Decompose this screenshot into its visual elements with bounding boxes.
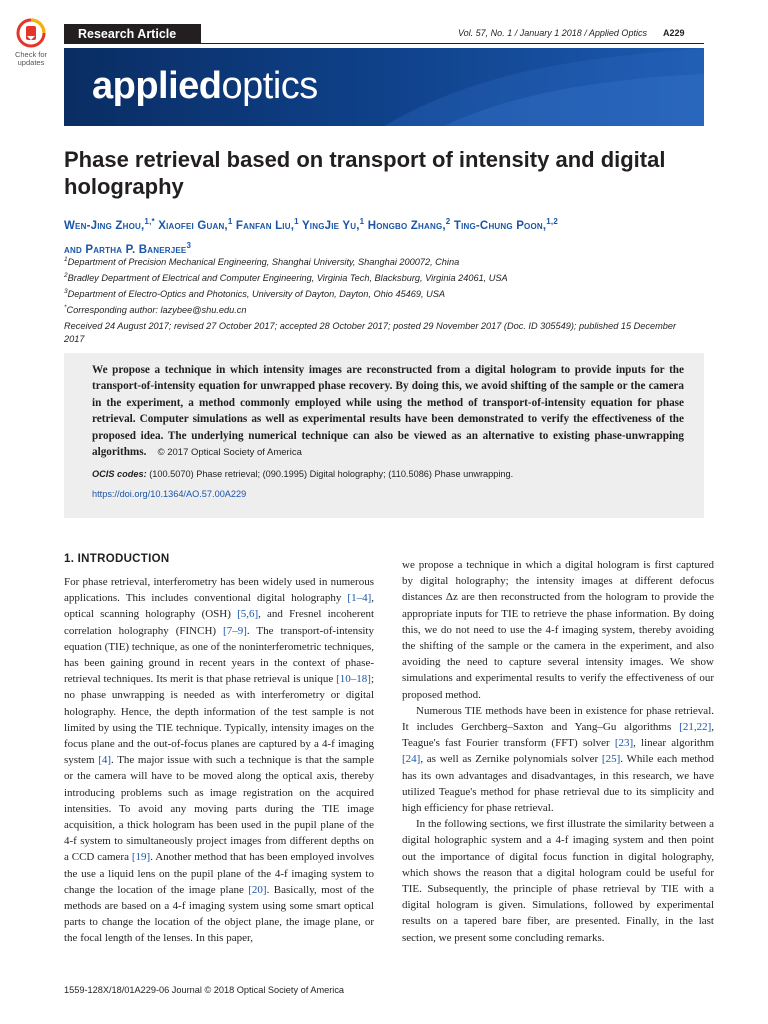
header-rule bbox=[201, 43, 704, 44]
body-text: we propose a technique in which a digital hologram is first captured by digital holography; the intensity images at different defocus distances Δz are then reconstructed from the hologram to provide the appropriate inputs for TIE to retrieve the phase information. By doing this, we do not need to use the 4-f imaging system, thereby avoiding the shifting of the sample or the camera in the experiment, and also avoiding the need to capture several intensity images. We show simulations and experimental results to verify the effectiveness of our proposed method. bbox=[402, 559, 714, 701]
volume-info: Vol. 57, No. 1 / January 1 2018 / Applied Optics bbox=[458, 28, 647, 38]
body-column-left bbox=[64, 574, 374, 947]
section-heading: 1. INTRODUCTION bbox=[64, 553, 170, 565]
citation-link[interactable]: [1–4] bbox=[347, 592, 372, 605]
body-text: , optical scanning holography (OSH) bbox=[64, 592, 374, 621]
affiliation: $^1$Department of Precision Mechanical Engineering, Shanghai University, Shanghai 200072, China bbox=[64, 256, 460, 268]
body-text: . Basically, most of the methods are based on a 4-f imaging system using some smart optical parts to change the location of the object plane, the image plane, or the focal length of the lenses. In this paper, bbox=[64, 883, 374, 945]
citation-link[interactable]: [24] bbox=[402, 753, 421, 766]
article-type-label: Research Article bbox=[64, 24, 201, 44]
abstract-text: We propose a technique in which intensity images are reconstructed from a digital hologram to provide inputs for the transport-of-intensity equation for unwrapped phase recovery. By doing this, we avoid shifting of the sample or the camera in the experiment, a method commonly employed while using the method of transport-of-intensity equation for phase retrieval. Computer simulations as well as experimental results have been demonstrated to verify the effectiveness of the proposed idea. The underlying numerical technique can also be viewed as an alternative to existing phase-unwrapping algorithms. bbox=[92, 364, 684, 459]
page-number: A229 bbox=[662, 28, 685, 38]
body-column-right bbox=[402, 557, 714, 946]
body-text: , and Fresnel incoherent correlation holography (FINCH) bbox=[64, 608, 375, 637]
received-dates: Received 24 August 2017; revised 27 October 2017; accepted 28 October 2017; posted 29 November 2017 (Doc. ID 305549); published 15 December 2017 bbox=[64, 321, 677, 344]
citation-link[interactable]: [23] bbox=[614, 737, 634, 750]
journal-logo: appliedoptics bbox=[92, 65, 318, 107]
body-text: Numerous TIE methods have been in existence for phase retrieval. It includes Gerchberg–Saxton and Yang–Gu algorithms bbox=[402, 704, 714, 734]
author[interactable]: and Partha P. Banerjee$^3$ bbox=[64, 240, 192, 256]
citation-link[interactable]: [7–9] bbox=[223, 624, 247, 637]
body-text: . Another method that has been employed involves the use a liquid lens on the pupil plane of the 4-f imaging system to change the location of the image plane bbox=[64, 851, 375, 896]
citation-link[interactable]: [5,6] bbox=[237, 608, 259, 621]
ocis-text: (100.5070) Phase retrieval; (090.1995) Digital holography; (110.5086) Phase unwrapping. bbox=[149, 469, 514, 479]
paragraph bbox=[402, 557, 714, 703]
copyright: © 2017 Optical Society of America bbox=[157, 447, 302, 459]
author[interactable]: Wen-Jing Zhou,$^{1,*}$ bbox=[64, 217, 155, 232]
citation-link[interactable]: [21,22] bbox=[679, 721, 712, 734]
citation-link[interactable]: [19] bbox=[131, 851, 151, 864]
citation-link[interactable]: [20] bbox=[248, 883, 267, 896]
body-text: ; no phase unwrapping is needed as with interferometry or digital holography. Hence, the depth information of the test sample is not limited by using the TIE technique. Typically, intensity images on the focus plane and the out-of-focus planes are captured by a 4-f imaging system bbox=[64, 673, 374, 767]
badge-label: Check for updates bbox=[14, 50, 48, 67]
citation-link[interactable]: [10–18] bbox=[336, 673, 371, 686]
body-text: . The transport-of-intensity equation (TIE) technique, as one of the noninterferometric techniques, has been gaining ground in recent years in the context of phase-retrieval techniques. Its merit is that phase retrieval is unique bbox=[64, 624, 374, 686]
doi-link[interactable]: https://doi.org/10.1364/AO.57.00A229 bbox=[92, 489, 247, 499]
body-text: , linear algorithm bbox=[633, 737, 714, 750]
body-text: In the following sections, we first illustrate the similarity between a digital holographic system and a 4-f imaging system and then point out the importance of digital focus function in digital holography, which shows the reason that a digital hologram could be useful for TIE. Subsequently, the principle of phase retrieval by TIE with a digital hologram is given. Simulations, followed by experimental results on a tapered bare fiber, are presented. Finally, in the last section, we present some concluding remarks. bbox=[402, 818, 714, 944]
journal-banner bbox=[64, 48, 704, 126]
body-text: . The major issue with such a technique is that the sample or the camera will have to be moved along the optical axis, thereby introducing problems such as image registration on the acquired intensities. To avoid any moving parts during the TIE image acquisition, a thick hologram has been used in the pupil plane of the 4-f system to simultaneously project images from different depths on a CCD camera bbox=[64, 754, 374, 864]
author[interactable]: Fanfan Liu,$^1$ bbox=[235, 217, 299, 232]
body-text: . While each method has its own advantages and disadvantages, in this research, we have utilized Teague's method for phase retrieval due to its simplicity and high efficiency for phase retrieval. bbox=[402, 753, 714, 815]
author[interactable]: YingJie Yu,$^1$ bbox=[301, 217, 365, 232]
check-for-updates-icon bbox=[16, 18, 46, 50]
body-text: , Teague's fast Fourier transform (FFT) solver bbox=[402, 721, 714, 750]
footer-copyright: 1559-128X/18/01A229-06 Journal © 2018 Optical Society of America bbox=[64, 985, 345, 995]
paragraph bbox=[402, 703, 714, 816]
journal-info bbox=[458, 28, 684, 38]
affiliation: $^3$Department of Electro-Optics and Photonics, University of Dayton, Dayton, Ohio 45469, USA bbox=[64, 288, 446, 300]
abstract bbox=[92, 362, 684, 461]
author[interactable]: Hongbo Zhang,$^2$ bbox=[367, 217, 451, 232]
ocis-label: OCIS codes: bbox=[92, 469, 147, 479]
affiliation: $^2$Bradley Department of Electrical and Computer Engineering, Virginia Tech, Blacksburg, Virginia 24061, USA bbox=[64, 272, 508, 284]
citation-link[interactable]: [4] bbox=[98, 754, 112, 767]
author[interactable]: Xiaofei Guan,$^1$ bbox=[158, 217, 233, 232]
citation-link[interactable]: [25] bbox=[601, 753, 621, 766]
check-for-updates-badge[interactable] bbox=[8, 18, 54, 70]
author[interactable]: Ting-Chung Poon,$^{1,2}$ bbox=[453, 217, 559, 232]
body-text: , as well as Zernike polynomials solver bbox=[420, 753, 602, 766]
article-title: Phase retrieval based on transport of intensity and digital holography bbox=[64, 147, 666, 199]
paragraph bbox=[402, 816, 714, 946]
corresponding-author[interactable]: *Corresponding author: lazybee@shu.edu.cn bbox=[64, 304, 247, 316]
affiliations bbox=[64, 253, 704, 317]
paragraph bbox=[64, 574, 374, 947]
ocis-codes bbox=[92, 468, 692, 481]
body-text: For phase retrieval, interferometry has been widely used in numerous applications. This includes conventional digital holography bbox=[64, 576, 374, 605]
